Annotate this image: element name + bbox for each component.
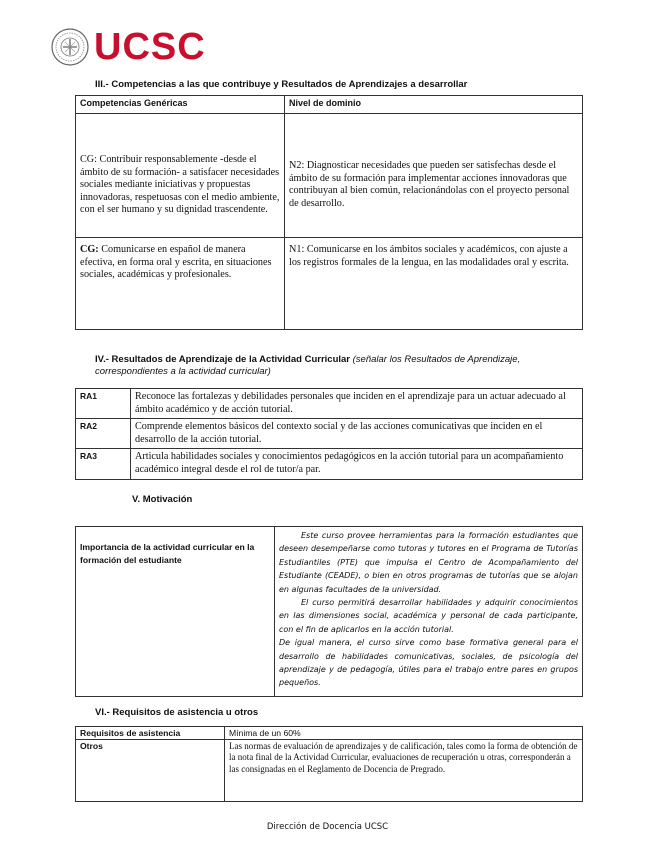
competencias-table xyxy=(75,95,583,330)
competencia-cell xyxy=(76,238,285,330)
section-4-heading: IV.- Resultados de Aprendizaje de la Actividad Curricular xyxy=(95,354,350,365)
ucsc-logo: UCSC xyxy=(94,26,206,68)
motivacion-table xyxy=(75,526,583,697)
resultados-table xyxy=(75,388,583,480)
ra-text: Reconoce las fortalezas y debilidades personales que inciden en el aprendizaje para un actuar adecuado al ámbito académico y de acción tutorial. xyxy=(131,389,583,419)
requisito-value: Las normas de evaluación de aprendizajes y de calificación, tales como la forma de obtención de la nota final de la Actividad Curricular, evaluaciones de recuperación u otras, corresponderán a las consignadas en el Reglamento de Docencia de Pregrado. xyxy=(225,740,583,802)
section-6-title: VI.- Requisitos de asistencia u otros xyxy=(95,707,259,718)
motivacion-text xyxy=(275,527,583,697)
competencia-cell xyxy=(76,114,285,238)
ra-text: Articula habilidades sociales y conocimientos pedagógicos en la acción tutorial para un acompañamiento académico integral desde el rol de tutor/a par. xyxy=(131,449,583,479)
ra-label: RA1 xyxy=(76,389,131,419)
section-4-title xyxy=(95,354,575,378)
page-footer: Dirección de Docencia UCSC xyxy=(266,822,389,832)
competencias-header: Competencias Genéricas xyxy=(76,96,285,114)
requisito-label: Otros xyxy=(76,740,225,802)
section-4-note: (señalar los Resultados de Aprendizaje, correspondientes a la actividad curricular) xyxy=(95,354,521,377)
requisitos-table xyxy=(75,726,583,802)
ra-label: RA3 xyxy=(76,449,131,479)
section-3-title: III.- Competencias a las que contribuye y Resultados de Aprendizajes a desarrollar xyxy=(95,79,468,90)
ra-text: Comprende elementos básicos del contexto social y de las acciones comunicativas que inciden en el desarrollo de la acción tutorial. xyxy=(131,419,583,449)
requisito-value: Mínima de un 60% xyxy=(225,727,583,740)
ra-label: RA2 xyxy=(76,419,131,449)
competencia-prefix: CG: xyxy=(80,154,97,165)
requisito-label: Requisitos de asistencia xyxy=(76,727,225,740)
motivacion-paragraph: Este curso provee herramientas para la formación estudiantes que deseen desempeñarse como tutoras y tutores en el Programa de Tutorías Estudiantiles (PTE) que impulsa el Centro de Acompañamiento del Estudiante (CEADE), o bien en otros programas de tutorías que se alojan en algunas facultades de la universidad. xyxy=(279,531,578,594)
section-5-title: V. Motivación xyxy=(132,494,193,505)
competencia-text: Comunicarse en español de manera efectiva, en forma oral y escrita, en situaciones sociales, académicas y profesionales. xyxy=(80,244,272,281)
nivel-cell: N2: Diagnosticar necesidades que pueden ser satisfechas desde el ámbito de su formación para implementar acciones innovadoras que contribuyan al bien común, relacionándolas con el proyecto personal de desarrollo. xyxy=(285,114,583,238)
nivel-cell: N1: Comunicarse en los ámbitos sociales y académicos, con ajuste a los registros formales de la lengua, en las modalidades oral y escrita. xyxy=(285,238,583,330)
nivel-header: Nivel de dominio xyxy=(285,96,583,114)
competencia-prefix: CG: xyxy=(80,244,99,255)
university-seal-icon xyxy=(50,27,90,67)
motivacion-label: Importancia de la actividad curricular en la formación del estudiante xyxy=(76,527,275,697)
motivacion-paragraph: El curso permitirá desarrollar habilidades y adquirir conocimientos en las dimensiones social, académica y personal de cada participante, con el fin de aplicarlos en la acción tutorial. xyxy=(279,598,578,634)
competencia-text: Contribuir responsablemente -desde el ámbito de su formación- a satisfacer necesidades sociales mediante iniciativas y propuestas innovadoras, respetuosas con el medio ambiente, con el ser humano y su dignidad trascendente. xyxy=(80,154,280,216)
motivacion-paragraph: De igual manera, el curso sirve como base formativa general para el desarrollo de habilidades comunicativas, sociales, de psicología del aprendizaje y de pedagogía, útiles para el trabajo entre pares en grupos pequeños. xyxy=(279,638,578,688)
